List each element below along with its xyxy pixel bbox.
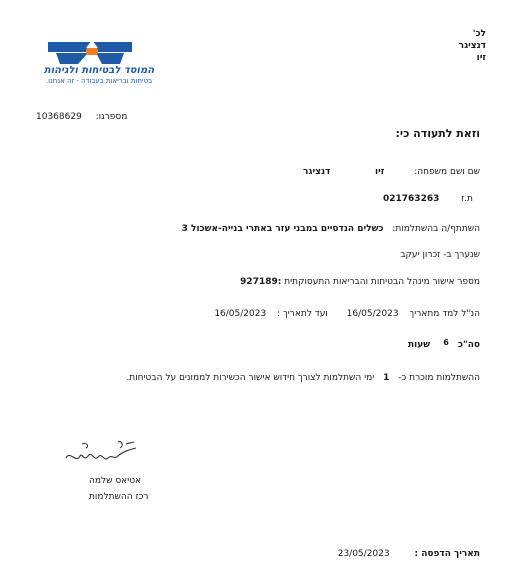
approval-label: מספר אישור מינהל הבטיחות והבריאות התעסוקתית	[284, 277, 480, 287]
total-label: סה"כ	[457, 340, 480, 350]
to-label: ועד לתאריך :	[277, 309, 328, 319]
certify-heading: וזאת לתעודה כי:	[395, 127, 480, 140]
reference-number: 10368629	[36, 112, 82, 122]
signatory-name: אטיאס שלמה	[89, 476, 142, 486]
signature-image	[62, 436, 142, 470]
person-first-name: זיו	[375, 167, 385, 177]
reference-line	[36, 112, 127, 122]
signatory-role: רכז ההשתלמות	[89, 492, 149, 502]
course-location: שנערך ב- זכרון יעקב	[400, 250, 480, 260]
institute-logo	[16, 40, 164, 84]
approval-line	[240, 277, 480, 287]
from-label: הנ"ל למד מתאריך	[409, 309, 480, 319]
hours-label: שעות	[407, 340, 431, 350]
recognition-days: 1	[383, 373, 390, 383]
from-date: 16/05/2023	[346, 309, 399, 319]
reference-label: מספרנו:	[95, 112, 128, 122]
recipient-last-name: דנציגר	[458, 41, 486, 51]
to-date: 16/05/2023	[214, 309, 267, 319]
course-label: השתתף/ה בהשתלמות:	[392, 224, 480, 234]
person-last-name: דנציגר	[303, 167, 331, 177]
dates-line	[214, 309, 480, 319]
approval-number: :927189	[240, 277, 282, 287]
print-date: 23/05/2023	[337, 549, 390, 559]
course-name: כשלים הנדסיים במבני עזר באתרי בנייה-אשכול 3	[181, 224, 384, 234]
recipient-first-name: זיו	[476, 53, 486, 63]
logo-title: המוסד לבטיחות ולגיהות	[43, 65, 155, 76]
course-line	[182, 224, 480, 234]
recognition-prefix: ההשתלמות מוכרת כ-	[398, 373, 480, 383]
recognition-line	[126, 373, 480, 383]
logo-star-icon	[48, 40, 132, 66]
print-date-line	[338, 549, 480, 559]
name-label: שם ושם משפחה:	[414, 167, 480, 177]
logo-subtitle: בטיחות ובריאות בעבודה - זה אנחנו.	[45, 77, 153, 85]
recognition-suffix: ימי השתלמות לצורך חידוש אישור הכשירות לממונים על הבטיחות.	[126, 373, 375, 383]
id-label: ת.ז	[461, 194, 473, 204]
recipient-to-label: לכ'	[472, 29, 486, 39]
id-number: 021763263	[383, 194, 440, 204]
total-hours-line	[408, 340, 480, 350]
total-hours: 6	[443, 338, 449, 347]
print-label: תאריך הדפסה :	[414, 549, 480, 559]
